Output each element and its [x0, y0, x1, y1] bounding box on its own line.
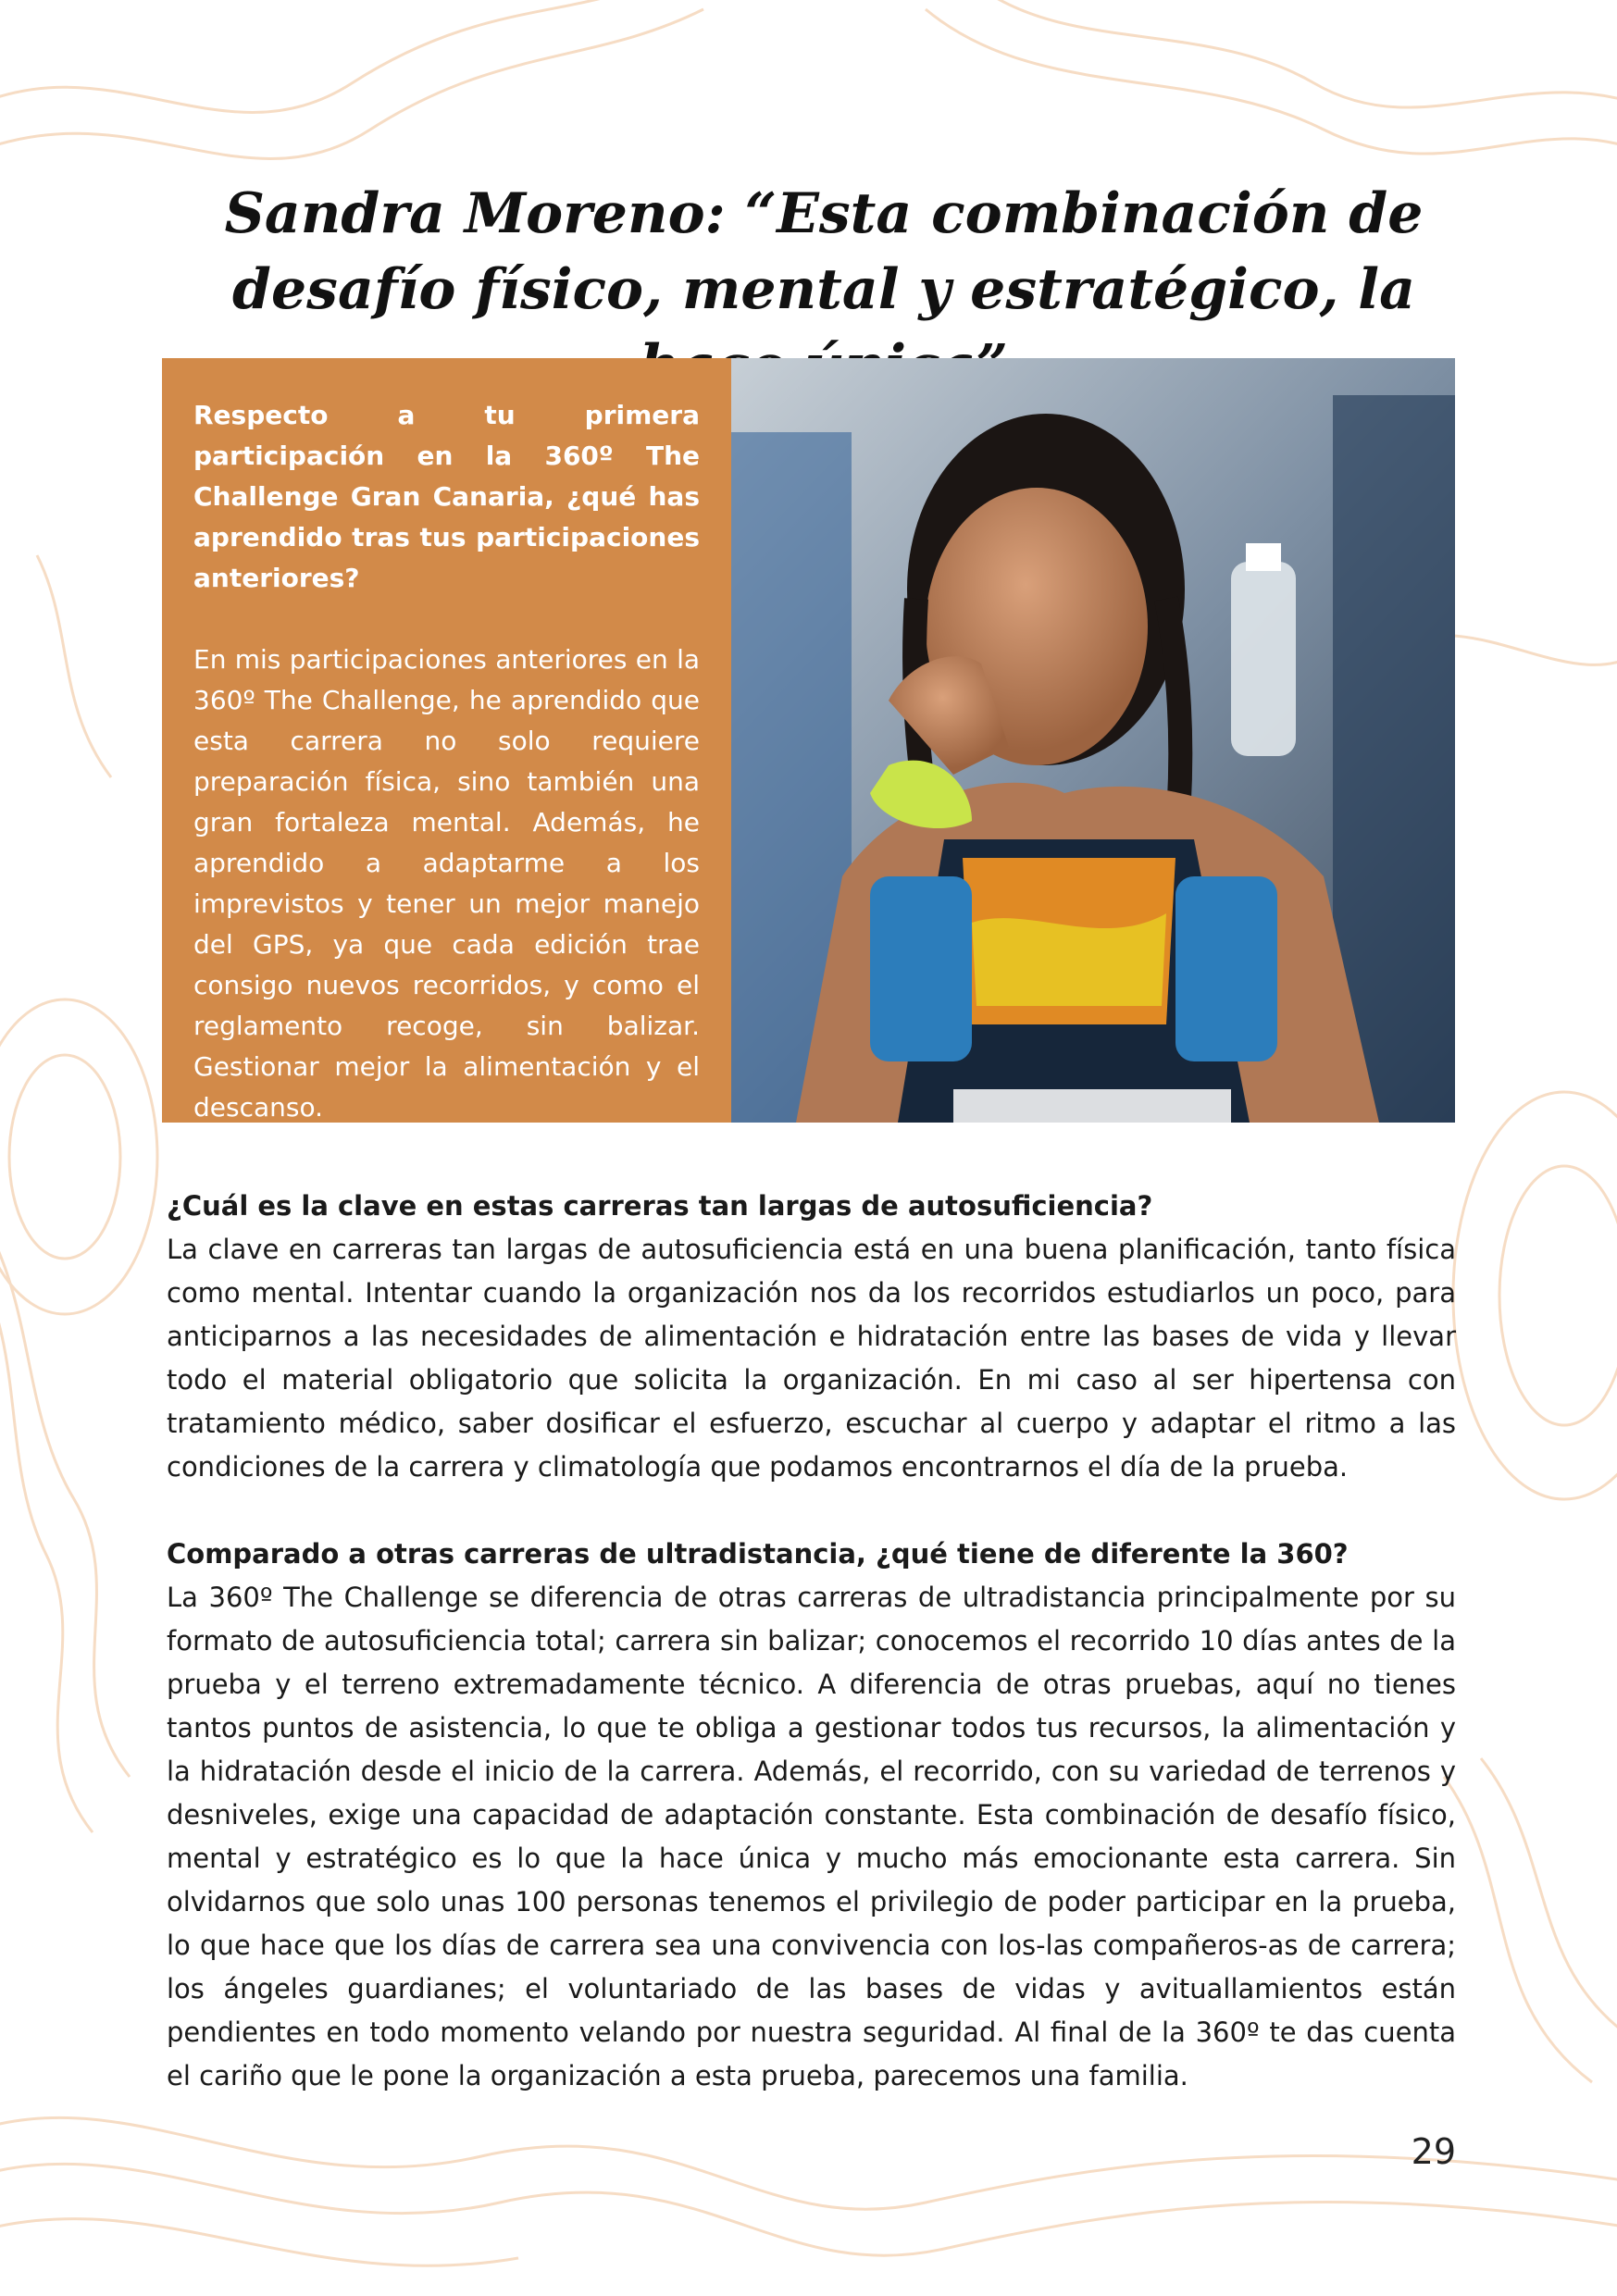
runner-photo [731, 358, 1455, 1123]
section-2-answer: La 360º The Challenge se diferencia de otras carreras de ultradistancia principalmente por su formato de autosuficiencia total; carrera sin balizar; conocemos el recorrido 10 días antes de la prueba y el terreno extremadamente técnico. A diferencia de otras pruebas, aquí no tienes tantos puntos de asistencia, lo que te obliga a gestionar todos tus recursos, la alimentación y la hidratación desde el inicio de la carrera. Además, el recorrido, con su variedad de terrenos y desniveles, exige una capacidad de adaptación constante. Esta combinación de desafío físico, mental y estratégico es lo que la hace única y mucho más emocionante esta carrera. Sin olvidarnos que solo unas 100 personas tenemos el privilegio de poder participar en la prueba, lo que hace que los días de carrera sea una convivencia con los-las compañeros-as de carrera; los ángeles guardianes; el voluntariado de las bases de vidas y avituallamientos están pendientes en todo momento velando por nuestra seguridad. Al final de la 360º te das cuenta el cariño que le pone la organización a esta prueba, parecemos una familia. [167, 1582, 1456, 2091]
page-title: Sandra Moreno: “Esta combinación de desafío físico, mental y estratégico, la [224, 181, 1424, 322]
feature-answer: En mis participaciones anteriores en la 360º The Challenge, he aprendido que esta carrera no solo requiere preparación física, sino también una gran fortaleza mental. Además, he aprendido a adaptarme a los imprevistos y tener un mejor manejo del GPS, ya que cada edición trae consigo nuevos recorridos, y como el reglamento recoge, sin balizar. Gestionar mejor la alimentación y el descanso. [193, 644, 700, 1123]
section-1-question: ¿Cuál es la clave en estas carreras tan largas de autosuficiencia? [167, 1190, 1153, 1222]
section-1-answer: La clave en carreras tan largas de autosuficiencia está en una buena planificación, tanto física como mental. Intentar cuando la organización nos da los recorridos estudiarlos un poco, para anticiparnos a las necesidades de alimentación e hidratación entre las bases de vida y llevar todo el material obligatorio que solicita la organización. En mi caso al ser hipertensa con tratamiento médico, saber dosificar el esfuerzo, escuchar al cuerpo y adaptar el ritmo a las condiciones de la carrera y climatología que podamos encontrarnos el día de la prueba. [167, 1234, 1456, 1483]
feature-box [162, 358, 1455, 1123]
feature-question: Respecto a tu primera participación en la 360º The Challenge Gran Canaria, ¿qué has aprendido tras tus participaciones anteriores? [193, 400, 700, 593]
section-spacer [167, 1489, 1456, 1533]
question-panel [162, 358, 731, 1123]
page-number: 29 [1411, 2131, 1456, 2172]
article-body [167, 1185, 1456, 2098]
section-2-question: Comparado a otras carreras de ultradistancia, ¿qué tiene de diferente la 360? [167, 1538, 1349, 1570]
